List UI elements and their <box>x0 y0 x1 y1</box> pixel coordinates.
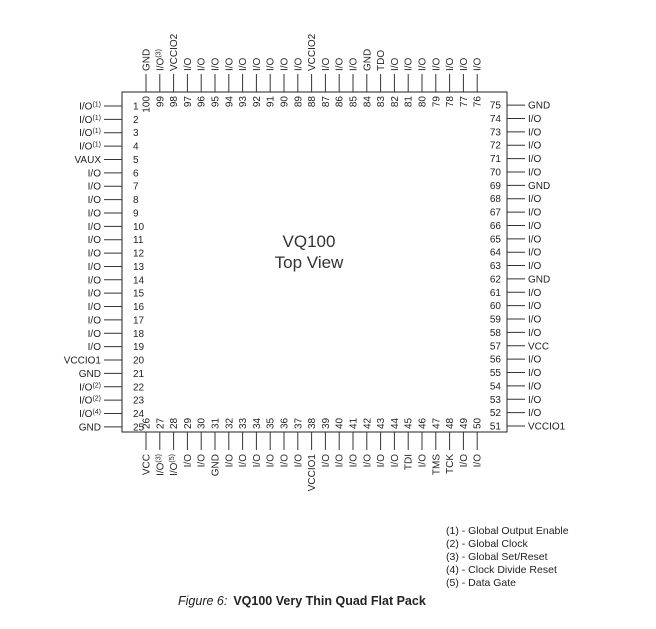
pin-label: VCCIO2 <box>169 33 181 71</box>
pin-label: I/O <box>528 140 542 152</box>
pin-label: I/O <box>348 454 360 468</box>
pin-number: 39 <box>320 417 332 429</box>
pin-label: I/O <box>376 454 388 468</box>
pin-label: I/O <box>293 57 305 71</box>
legend-item: (2) - Global Clock <box>446 538 528 550</box>
pin-label: I/O <box>528 314 542 326</box>
pin-number: 3 <box>133 128 139 140</box>
pin-number: 56 <box>489 354 501 366</box>
pin-number: 90 <box>279 96 291 108</box>
pin-number: 74 <box>489 113 501 125</box>
pin-label: I/O <box>87 168 101 180</box>
pin-label: I/O <box>458 454 470 468</box>
legend-item: (3) - Global Set/Reset <box>446 551 548 563</box>
pin-label: I/O <box>87 221 101 233</box>
pin-number: 91 <box>265 96 277 108</box>
pin-label: I/O <box>87 342 101 354</box>
pin-number: 20 <box>133 355 145 367</box>
pin-label: I/O <box>528 194 542 206</box>
pin-label: I/O <box>362 454 374 468</box>
pin-label: I/O <box>238 57 250 71</box>
pin-number: 94 <box>224 96 236 108</box>
pin-label: TCK <box>445 454 457 474</box>
pin-number: 100 <box>141 96 153 113</box>
pin-number: 25 <box>133 422 145 434</box>
pin-number: 23 <box>133 395 145 407</box>
pin-number: 21 <box>133 368 145 380</box>
pin-label: I/O <box>87 275 101 287</box>
pin-label: I/O <box>445 57 457 71</box>
pin-label: I/O <box>431 57 443 71</box>
pin-number: 44 <box>389 417 401 429</box>
pin-number: 5 <box>133 154 139 166</box>
pin-number: 48 <box>445 417 457 429</box>
package-name: VQ100 <box>282 232 336 251</box>
pin-number: 80 <box>417 96 429 108</box>
pin-number: 76 <box>472 96 484 108</box>
pin-label: I/O <box>224 57 236 71</box>
caption-title: VQ100 Very Thin Quad Flat Pack <box>233 594 426 608</box>
pin-label: I/O <box>334 454 346 468</box>
pin-number: 45 <box>403 417 415 429</box>
pin-label: I/O <box>528 234 542 246</box>
pin-label: I/O <box>528 394 542 406</box>
figure-caption <box>178 594 426 608</box>
pin-label: I/O <box>87 261 101 273</box>
pin-number: 41 <box>348 417 360 429</box>
legend-item: (4) - Clock Divide Reset <box>446 564 557 576</box>
pin-number: 78 <box>445 96 457 108</box>
pin-label: $I/O^{(1)}$ <box>79 101 101 113</box>
pin-number: 92 <box>251 96 263 108</box>
pin-label: I/O <box>320 57 332 71</box>
pin-number: 75 <box>489 100 501 112</box>
pin-number: 66 <box>489 220 501 232</box>
pin-number: 6 <box>133 168 139 180</box>
pin-label: $I/O^{(2)}$ <box>79 382 101 394</box>
pin-label: I/O <box>196 57 208 71</box>
pin-label: I/O <box>472 454 484 468</box>
pin-number: 7 <box>133 181 139 193</box>
pin-number: 93 <box>238 96 250 108</box>
legend-item: (5) - Data Gate <box>446 577 517 589</box>
pin-number: 33 <box>238 417 250 429</box>
pin-label: GND <box>210 454 222 477</box>
pin-label: VCC <box>528 341 550 353</box>
pin-number: 73 <box>489 127 501 139</box>
pin-number: 49 <box>458 417 470 429</box>
pin-label: $I/O^{(3)}$ <box>155 454 167 476</box>
pin-label: I/O <box>210 57 222 71</box>
pin-label: I/O <box>528 301 542 313</box>
pin-number: 55 <box>489 368 501 380</box>
package-view: Top View <box>274 253 344 272</box>
pin-label: I/O <box>417 57 429 71</box>
pin-label: I/O <box>528 381 542 393</box>
pin-number: 67 <box>489 207 501 219</box>
pin-number: 63 <box>489 261 501 273</box>
pin-number: 28 <box>169 417 181 429</box>
pin-label: $I/O^{(1)}$ <box>79 114 101 126</box>
pin-number: 85 <box>348 96 360 108</box>
pin-label: GND <box>528 274 551 286</box>
pin-number: 65 <box>489 234 501 246</box>
pin-number: 26 <box>141 417 153 429</box>
pin-number: 72 <box>489 140 501 152</box>
pin-number: 54 <box>489 381 501 393</box>
pin-number: 31 <box>210 417 222 429</box>
pin-label: GND <box>528 100 551 112</box>
pin-number: 84 <box>362 96 374 108</box>
pin-number: 10 <box>133 221 145 233</box>
pin-number: 42 <box>362 417 374 429</box>
pin-label: I/O <box>182 454 194 468</box>
pin-label: I/O <box>87 195 101 207</box>
pin-label: GND <box>78 368 101 380</box>
pin-number: 52 <box>489 408 501 420</box>
pin-label: I/O <box>528 220 542 232</box>
pin-number: 19 <box>133 342 145 354</box>
pin-label: I/O <box>265 454 277 468</box>
pin-number: 15 <box>133 288 145 300</box>
pin-label: I/O <box>389 57 401 71</box>
pin-label: I/O <box>528 113 542 125</box>
pin-label: I/O <box>403 57 415 71</box>
pin-number: 60 <box>489 301 501 313</box>
pin-number: 27 <box>155 417 167 429</box>
pin-label: I/O <box>87 235 101 247</box>
legend <box>446 525 569 589</box>
pin-label: VCCIO1 <box>528 421 566 433</box>
pin-number: 40 <box>334 417 346 429</box>
pin-label: I/O <box>87 181 101 193</box>
pin-number: 71 <box>489 154 501 166</box>
pin-number: 87 <box>320 96 332 108</box>
pin-label: I/O <box>224 454 236 468</box>
pin-number: 34 <box>251 417 263 429</box>
pin-number: 13 <box>133 261 145 273</box>
pin-label: I/O <box>528 261 542 273</box>
pin-label: $I/O^{(2)}$ <box>79 395 101 407</box>
pin-number: 95 <box>210 96 222 108</box>
pin-number: 51 <box>489 421 501 433</box>
pin-number: 37 <box>293 417 305 429</box>
pin-label: I/O <box>87 328 101 340</box>
pin-number: 97 <box>182 96 194 108</box>
pin-number: 82 <box>389 96 401 108</box>
pin-label: VCCIO2 <box>307 33 319 71</box>
pin-label: I/O <box>528 287 542 299</box>
pin-number: 9 <box>133 208 139 220</box>
pin-label: I/O <box>87 302 101 314</box>
pin-label: I/O <box>293 454 305 468</box>
caption-figure: Figure 6: <box>178 594 228 608</box>
pin-number: 43 <box>376 417 388 429</box>
pin-label: I/O <box>528 207 542 219</box>
pin-number: 22 <box>133 382 145 394</box>
pin-number: 11 <box>133 235 144 247</box>
pin-label: I/O <box>265 57 277 71</box>
pin-label: I/O <box>528 327 542 339</box>
pin-label: $I/O^{(4)}$ <box>79 409 101 421</box>
pin-label: $I/O^{(1)}$ <box>79 141 101 153</box>
pin-number: 30 <box>196 417 208 429</box>
pin-label: I/O <box>251 454 263 468</box>
pin-label: I/O <box>472 57 484 71</box>
pin-label: VCC <box>141 454 153 476</box>
pin-number: 99 <box>155 96 167 108</box>
pin-number: 57 <box>489 341 501 353</box>
pin-number: 68 <box>489 194 501 206</box>
pin-number: 59 <box>489 314 501 326</box>
pin-number: 2 <box>133 114 139 126</box>
pin-number: 38 <box>307 417 319 429</box>
pin-number: 17 <box>133 315 145 327</box>
pin-number: 61 <box>489 287 501 299</box>
pin-label: I/O <box>528 154 542 166</box>
pin-label: I/O <box>87 208 101 220</box>
pin-label: VAUX <box>74 154 101 166</box>
pin-number: 96 <box>196 96 208 108</box>
pin-label: I/O <box>417 454 429 468</box>
pin-label: I/O <box>389 454 401 468</box>
pin-label: I/O <box>528 354 542 366</box>
pin-number: 4 <box>133 141 139 153</box>
pin-label: I/O <box>279 57 291 71</box>
pin-number: 18 <box>133 328 145 340</box>
pin-label: I/O <box>334 57 346 71</box>
pin-label: I/O <box>251 57 263 71</box>
pin-number: 77 <box>458 96 470 108</box>
pin-label: I/O <box>87 315 101 327</box>
pin-number: 70 <box>489 167 501 179</box>
pin-number: 81 <box>403 96 415 108</box>
pin-label: I/O <box>182 57 194 71</box>
pin-label: TDO <box>376 49 388 71</box>
pin-number: 79 <box>431 96 443 108</box>
pin-label: VCCIO1 <box>307 454 319 492</box>
pin-number: 89 <box>293 96 305 108</box>
pin-label: $I/O^{(5)}$ <box>169 454 181 476</box>
pin-number: 16 <box>133 302 145 314</box>
pin-number: 86 <box>334 96 346 108</box>
pin-label: TDI <box>403 454 415 471</box>
pin-number: 35 <box>265 417 277 429</box>
pin-number: 14 <box>133 275 145 287</box>
pin-label: I/O <box>458 57 470 71</box>
pin-label: GND <box>528 180 551 192</box>
pin-number: 83 <box>376 96 388 108</box>
pin-label: GND <box>78 422 101 434</box>
pin-number: 50 <box>472 417 484 429</box>
pin-label: $I/O^{(1)}$ <box>79 128 101 140</box>
pin-number: 47 <box>431 417 443 429</box>
pin-number: 24 <box>133 409 145 421</box>
pin-number: 98 <box>169 96 181 108</box>
pin-label: I/O <box>528 247 542 259</box>
pin-label: I/O <box>279 454 291 468</box>
pin-label: TMS <box>431 454 443 476</box>
legend-item: (1) - Global Output Enable <box>446 525 569 537</box>
pin-label: I/O <box>528 127 542 139</box>
pin-number: 64 <box>489 247 501 259</box>
pin-label: I/O <box>320 454 332 468</box>
pin-label: I/O <box>87 288 101 300</box>
pin-label: I/O <box>238 454 250 468</box>
pin-label: GND <box>362 48 374 71</box>
pin-number: 58 <box>489 327 501 339</box>
pin-number: 8 <box>133 195 139 207</box>
pin-label: I/O <box>528 167 542 179</box>
pin-number: 53 <box>489 394 501 406</box>
pin-label: I/O <box>528 408 542 420</box>
pin-number: 62 <box>489 274 501 286</box>
pin-number: 88 <box>307 96 319 108</box>
pin-label: I/O <box>528 368 542 380</box>
pin-label: I/O <box>348 57 360 71</box>
pin-label: GND <box>141 48 153 71</box>
pin-number: 29 <box>182 417 194 429</box>
pin-number: 32 <box>224 417 236 429</box>
pin-label: I/O <box>196 454 208 468</box>
pin-number: 1 <box>133 101 139 113</box>
pin-number: 69 <box>489 180 501 192</box>
pin-label: I/O <box>87 248 101 260</box>
pin-number: 46 <box>417 417 429 429</box>
pin-label: VCCIO1 <box>63 355 101 367</box>
pin-number: 12 <box>133 248 145 260</box>
pin-number: 36 <box>279 417 291 429</box>
pin-label: $I/O^{(3)}$ <box>155 49 167 71</box>
